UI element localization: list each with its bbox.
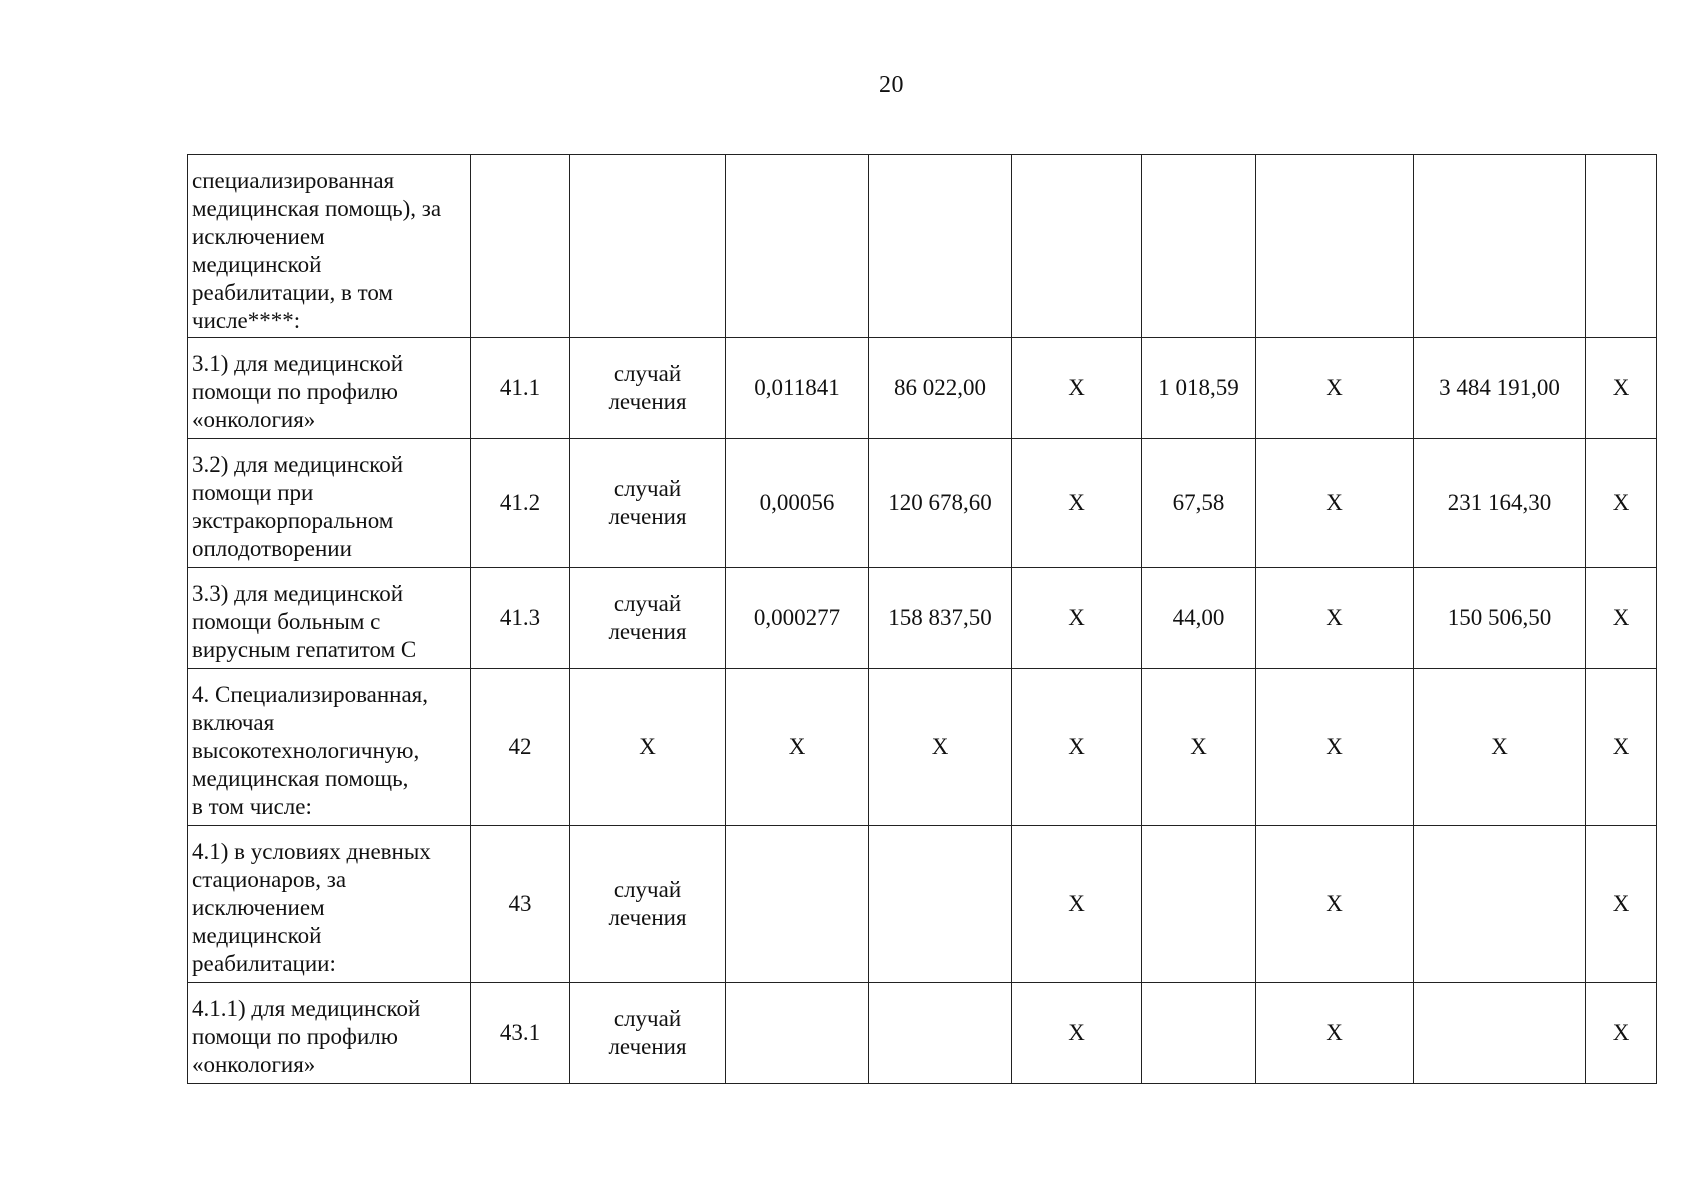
value-cell xyxy=(869,155,1012,338)
value-cell: X xyxy=(1012,439,1142,568)
value-cell: X xyxy=(1256,439,1414,568)
value-cell: X xyxy=(869,669,1012,826)
value-cell: 231 164,30 xyxy=(1414,439,1586,568)
value-cell: X xyxy=(1012,568,1142,669)
value-cell: X xyxy=(1012,983,1142,1084)
row-number xyxy=(471,155,570,338)
row-number: 42 xyxy=(471,669,570,826)
row-number: 41.3 xyxy=(471,568,570,669)
value-cell xyxy=(1414,983,1586,1084)
value-cell: X xyxy=(1256,983,1414,1084)
financing-table xyxy=(187,154,1657,1084)
table-row xyxy=(188,568,1657,669)
unit-cell: случай лечения xyxy=(570,568,726,669)
value-cell: X xyxy=(1586,338,1657,439)
row-description: 4.1) в условиях дневных стационаров, за исключением медицинской реабилитации: xyxy=(188,826,471,983)
value-cell xyxy=(1142,155,1256,338)
unit-cell: случай лечения xyxy=(570,826,726,983)
value-cell: X xyxy=(1586,983,1657,1084)
value-cell: X xyxy=(1142,669,1256,826)
value-cell: X xyxy=(1256,826,1414,983)
page-number: 20 xyxy=(879,72,904,98)
value-cell: X xyxy=(1012,669,1142,826)
value-cell: 158 837,50 xyxy=(869,568,1012,669)
value-cell xyxy=(1414,826,1586,983)
unit-cell: X xyxy=(570,669,726,826)
row-description: специализированная медицинская помощь), за исключением медицинской реабилитации, в том числе****: xyxy=(188,155,471,338)
value-cell: X xyxy=(726,669,869,826)
unit-cell xyxy=(570,155,726,338)
value-cell xyxy=(726,826,869,983)
value-cell: X xyxy=(1586,568,1657,669)
table-row xyxy=(188,826,1657,983)
value-cell xyxy=(1414,155,1586,338)
value-cell xyxy=(1586,155,1657,338)
value-cell: X xyxy=(1586,669,1657,826)
value-cell: X xyxy=(1256,568,1414,669)
value-cell xyxy=(1142,983,1256,1084)
value-cell: 150 506,50 xyxy=(1414,568,1586,669)
value-cell: 120 678,60 xyxy=(869,439,1012,568)
value-cell: X xyxy=(1586,826,1657,983)
value-cell: X xyxy=(1012,826,1142,983)
value-cell xyxy=(869,826,1012,983)
value-cell: 1 018,59 xyxy=(1142,338,1256,439)
row-number: 41.1 xyxy=(471,338,570,439)
table-row xyxy=(188,669,1657,826)
value-cell: 44,00 xyxy=(1142,568,1256,669)
row-number: 41.2 xyxy=(471,439,570,568)
row-description: 3.1) для медицинской помощи по профилю «онкология» xyxy=(188,338,471,439)
table-row xyxy=(188,439,1657,568)
value-cell xyxy=(1012,155,1142,338)
value-cell xyxy=(1142,826,1256,983)
value-cell: 0,000277 xyxy=(726,568,869,669)
value-cell xyxy=(726,983,869,1084)
value-cell xyxy=(869,983,1012,1084)
table-row xyxy=(188,155,1657,338)
row-number: 43 xyxy=(471,826,570,983)
table-row xyxy=(188,338,1657,439)
value-cell: 3 484 191,00 xyxy=(1414,338,1586,439)
value-cell xyxy=(1256,155,1414,338)
table-row xyxy=(188,983,1657,1084)
unit-cell: случай лечения xyxy=(570,338,726,439)
value-cell: X xyxy=(1256,669,1414,826)
row-number: 43.1 xyxy=(471,983,570,1084)
row-description: 4. Специализированная, включая высокотехнологичную, медицинская помощь, в том числе: xyxy=(188,669,471,826)
value-cell: 0,00056 xyxy=(726,439,869,568)
value-cell: X xyxy=(1586,439,1657,568)
row-description: 3.2) для медицинской помощи при экстракорпоральном оплодотворении xyxy=(188,439,471,568)
value-cell: 0,011841 xyxy=(726,338,869,439)
value-cell: 86 022,00 xyxy=(869,338,1012,439)
unit-cell: случай лечения xyxy=(570,983,726,1084)
value-cell: X xyxy=(1256,338,1414,439)
value-cell: X xyxy=(1012,338,1142,439)
value-cell: 67,58 xyxy=(1142,439,1256,568)
row-description: 3.3) для медицинской помощи больным с вирусным гепатитом С xyxy=(188,568,471,669)
value-cell: X xyxy=(1414,669,1586,826)
row-description: 4.1.1) для медицинской помощи по профилю «онкология» xyxy=(188,983,471,1084)
unit-cell: случай лечения xyxy=(570,439,726,568)
value-cell xyxy=(726,155,869,338)
